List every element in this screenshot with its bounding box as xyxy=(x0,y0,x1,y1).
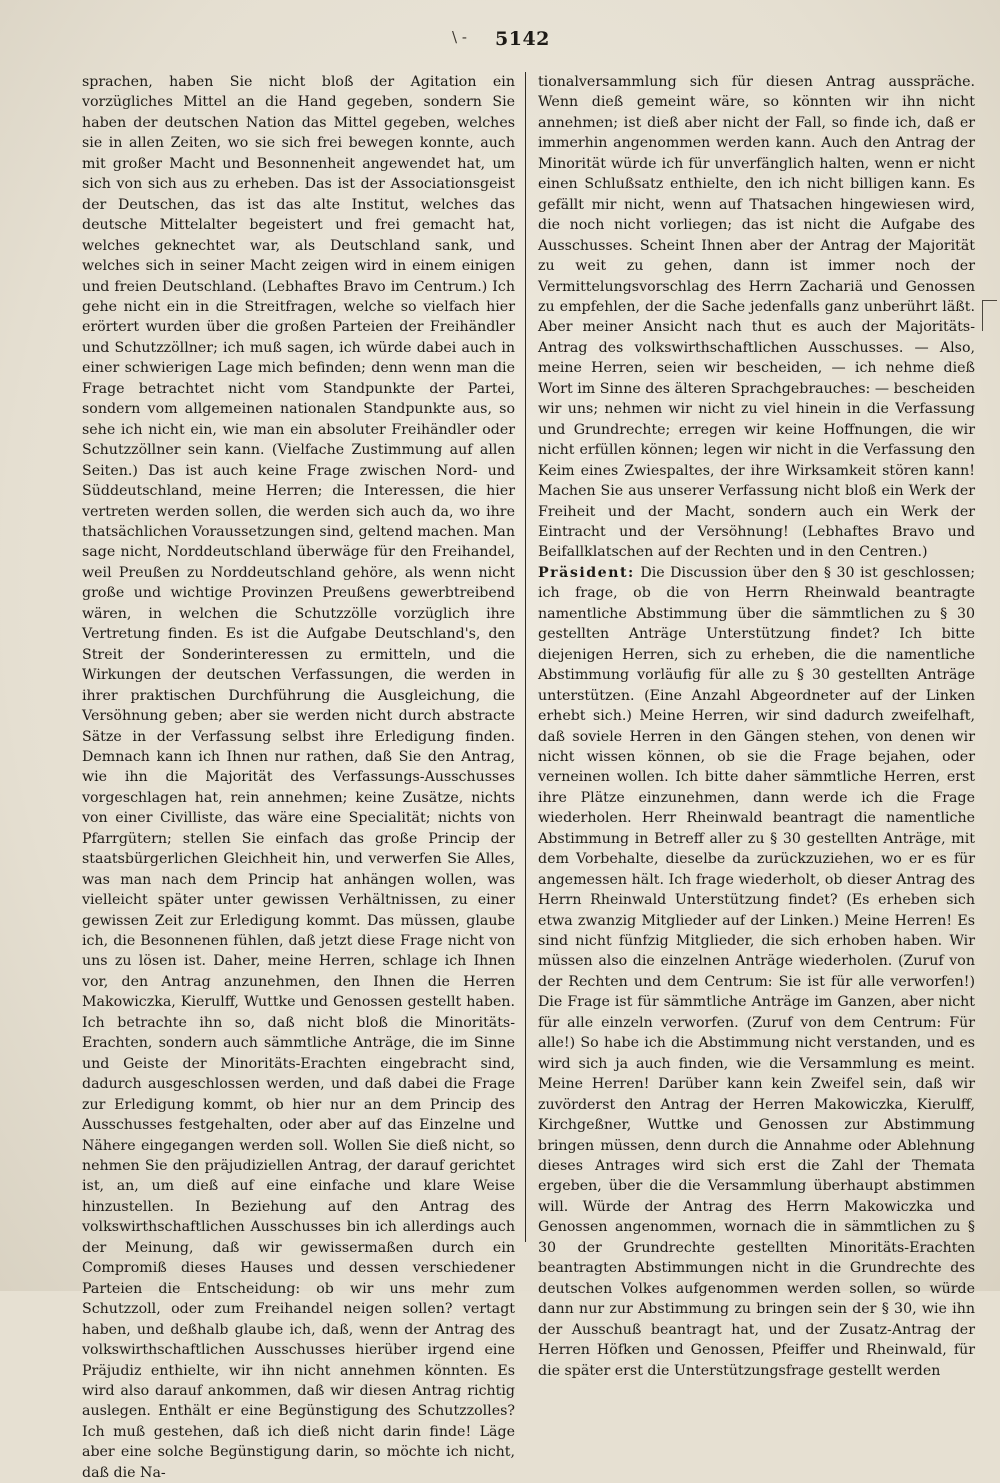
speaker-label: Präsident: xyxy=(538,564,635,581)
page-number: 5142 xyxy=(495,28,550,50)
right-column-paragraph-1: tionalversammlung sich für diesen Antrag ausspräche. Wenn dieß gemeint wäre, so könnten wir ihn nicht annehmen; ist dieß aber nicht der Fall, so finde ich, daß er immerhin angenommen werden kann. Auch den Antrag der Minorität würde ich für unverfänglich halten, wenn er nicht einen Schlußsatz enthielte, den ich nicht billigen kann. Es gefällt mir nicht, wenn auf Thatsachen hingewiesen wird, die noch nicht vorliegen; das ist nicht die Aufgabe des Ausschusses. Scheint Ihnen aber der Antrag der Majorität zu weit zu gehen, dann ist immer noch der Vermittelungsvorschlag des Herrn Zachariä und Genossen zu empfehlen, der die Sache jedenfalls ganz unberührt läßt. Aber meiner Ansicht nach thut es auch der Majoritäts-Antrag des volkswirthschaftlichen Ausschusses. — Also, meine Herren, seien wir bescheiden, — ich nehme dieß Wort im Sinne des älteren Sprachgebrauches: — bescheiden wir uns; nehmen wir nicht zu viel hinein in die Verfassung und Grundrechte; erregen wir keine Hoffnungen, die wir nicht erfüllen können; legen wir nicht in die Verfassung den Keim eines Zwiespaltes, der ihre Wirksamkeit stören kann! Machen Sie aus unserer Verfassung nicht bloß ein Werk der Freiheit und der Macht, sondern auch ein Werk der Eintracht und der Versöhnung! (Lebhaftes Bravo und Beifallklatschen auf der Rechten und in den Centren.) xyxy=(538,74,975,561)
column-divider xyxy=(525,72,526,1242)
margin-bracket-mark xyxy=(982,300,997,331)
president-statement: Die Discussion über den § 30 ist geschlossen; ich frage, ob die von Herrn Rheinwald beantragte namentliche Abstimmung über die sämmtlichen zu § 30 gestellten Anträge Unterstützung findet? Ich bitte diejenigen Herren, sich zu erheben, die die namentliche Abstimmung vorläufig für alle zu § 30 gestellten Anträge unterstützen. (Eine Anzahl Abgeordneter auf der Linken erhebt sich.) Meine Herren, wir sind dadurch zweifelhaft, daß soviele Herren in den Gängen stehen, von denen wir nicht wissen können, ob sie die Frage bejahen, oder verneinen wollen. Ich bitte daher sämmtliche Herren, erst ihre Plätze einzunehmen, dann werde ich die Frage wiederholen. Herr Rheinwald beantragt die namentliche Abstimmung in Betreff aller zu § 30 gestellten Anträge, mit dem Vorbehalte, dieselbe da zurückzuziehen, wo er es für angemessen hält. Ich frage wiederholt, ob dieser Antrag des Herrn Rheinwald Unterstützung findet? (Es erheben sich etwa zwanzig Mitglieder auf der Linken.) Meine Herren! Es sind nicht fünfzig Mitglieder, die sich erhoben haben. Wir müssen also die einzelnen Anträge wiederholen. (Zuruf von der Rechten und dem Centrum: Sie ist für alle verworfen!) Die Frage ist für sämmtliche Anträge im Ganzen, aber nicht für alle einzeln verworfen. (Zuruf von dem Centrum: Für alle!) So habe ich die Abstimmung nicht verstanden, und es wird sich ja auch finden, wie die Versammlung es meint. Meine Herren! Darüber kann kein Zweifel sein, daß wir zuvörderst den Antrag der Herren Makowiczka, Kierulff, Kirchgeßner, Wuttke und Genossen zur Abstimmung bringen müssen, denn durch die Annahme oder Ablehnung dieses Antrages wird sich erst die Zahl der Themata ergeben, über die die Versammlung überhaupt abstimmen will. Würde der Antrag des Herrn Makowiczka und Genossen angenommen, wornach die in sämmtlichen zu § 30 der Grundrechte gestellten Minoritäts-Erachten beantragten Abstimmungen nicht in die Grundrechte des deutschen Volkes aufgenommen werden sollen, so würde dann nur zur Abstimmung zu bringen sein der § 30, wie ihn der Ausschuß beantragt hat, und der Zusatz-Antrag der Herren Höfken und Genossen, Pfeiffer und Rheinwald, für die später erst die Unterstützungsfrage gestellt werden xyxy=(538,564,975,1379)
right-column-paragraph-2 xyxy=(538,563,975,1381)
header-mark: \ - xyxy=(452,28,467,46)
right-column xyxy=(538,72,975,1381)
left-column-text: sprachen, haben Sie nicht bloß der Agitation ein vorzügliches Mittel an die Hand gegeben, sondern Sie haben der deutschen Nation das Mittel gegeben, welches sie in allen Zeiten, wo sie sich frei bewegen konnte, auch mit großer Macht und Besonnenheit angewendet hat, um sich von sich aus zu erheben. Das ist der Associationsgeist der Deutschen, das ist das alte Institut, welches das deutsche Mittelalter begeistert und frei gemacht hat, welches geknechtet war, als Deutschland sank, und welches sich in seiner Macht zeigen wird in einem einigen und freien Deutschland. (Lebhaftes Bravo im Centrum.) Ich gehe nicht ein in die Streitfragen, welche so vielfach hier erörtert wurden über die großen Parteien der Freihändler und Schutzzöllner; ich muß sagen, ich würde dabei auch in einer schwierigen Lage mich befinden; denn wenn man die Frage betrachtet nicht vom Standpunkte der Partei, sondern vom allgemeinen nationalen Standpunkte aus, so sehe ich nicht ein, wie man ein absoluter Freihändler oder Schutzzöllner sein kann. (Vielfache Zustimmung auf allen Seiten.) Das ist auch keine Frage zwischen Nord- und Süddeutschland, meine Herren; die Interessen, die hier vertreten werden sollen, die werden sich auch da, wo ihre thatsächlichen Voraussetzungen sind, geltend machen. Man sage nicht, Norddeutschland überwäge für den Freihandel, weil Preußen zu Norddeutschland gehöre, als wenn nicht große und wichtige Provinzen Preußens gewerbtreibend wären, in welchen die Schutzzölle vorzüglich ihre Vertretung finden. Es ist die Aufgabe Deutschland's, den Streit der Sonderinteressen zu ermitteln, und die Wirkungen der deutschen Verfassungen, die werden in ihrer praktischen Durchführung die Ausgleichung, die Versöhnung geben; aber sie werden nicht durch abstracte Sätze in der Verfassung selbst ihre Erledigung finden. Demnach kann ich Ihnen nur rathen, daß Sie den Antrag, wie ihn die Majorität des Verfassungs-Ausschusses vorgeschlagen hat, rein annehmen; keine Zusätze, nichts von einer Civilliste, das wäre eine Specialität; nichts von Pfarrgütern; stellen Sie einfach das große Princip der staatsbürgerlichen Gleichheit hin, und verwerfen Sie Alles, was man nach dem Princip hat anhängen wollen, was vielleicht später unter gewissen Verhältnissen, zu einer gewissen Zeit zur Erledigung kommt. Das müssen, glaube ich, die Besonnenen fühlen, daß jetzt diese Frage nicht von uns zu lösen ist. Daher, meine Herren, schlage ich Ihnen vor, den Antrag anzunehmen, den Ihnen die Herren Makowiczka, Kierulff, Wuttke und Genossen gestellt haben. Ich betrachte ihn so, daß nicht bloß die Minoritäts-Erachten, sondern auch sämmtliche Anträge, die im Sinne und Geiste der Minoritäts-Erachten eingebracht sind, dadurch ausgeschlossen werden, und daß dabei die Frage zur Erledigung kommt, ob hier nur an dem Princip des Ausschusses festgehalten, oder aber auf das Einzelne und Nähere eingegangen werden soll. Wollen Sie dieß nicht, so nehmen Sie den präjudiziellen Antrag, der darauf gerichtet ist, an, um dieß auf eine einfache und klare Weise hinzustellen. In Beziehung auf den Antrag des volkswirthschaftlichen Ausschusses bin ich allerdings auch der Meinung, daß wir gewissermaßen durch ein Compromiß dieses Hauses und dessen verschiedener Parteien die Entscheidung: ob wir uns mehr zum Schutzzoll, oder zum Freihandel neigen sollen? vertagt haben, und deßhalb glaube ich, daß, wenn der Antrag des volkswirthschaftlichen Ausschusses hierüber irgend eine Präjudiz enthielte, wir ihn nicht annehmen könnten. Es wird also darauf ankommen, daß wir diesen Antrag richtig auslegen. Enthält er eine Begünstigung des Schutzzolles? Ich muß gestehen, daß ich dieß nicht darin finde! Läge aber eine solche Begünstigung darin, so möchte ich nicht, daß die Na- xyxy=(82,74,515,1481)
left-column xyxy=(82,72,515,1483)
